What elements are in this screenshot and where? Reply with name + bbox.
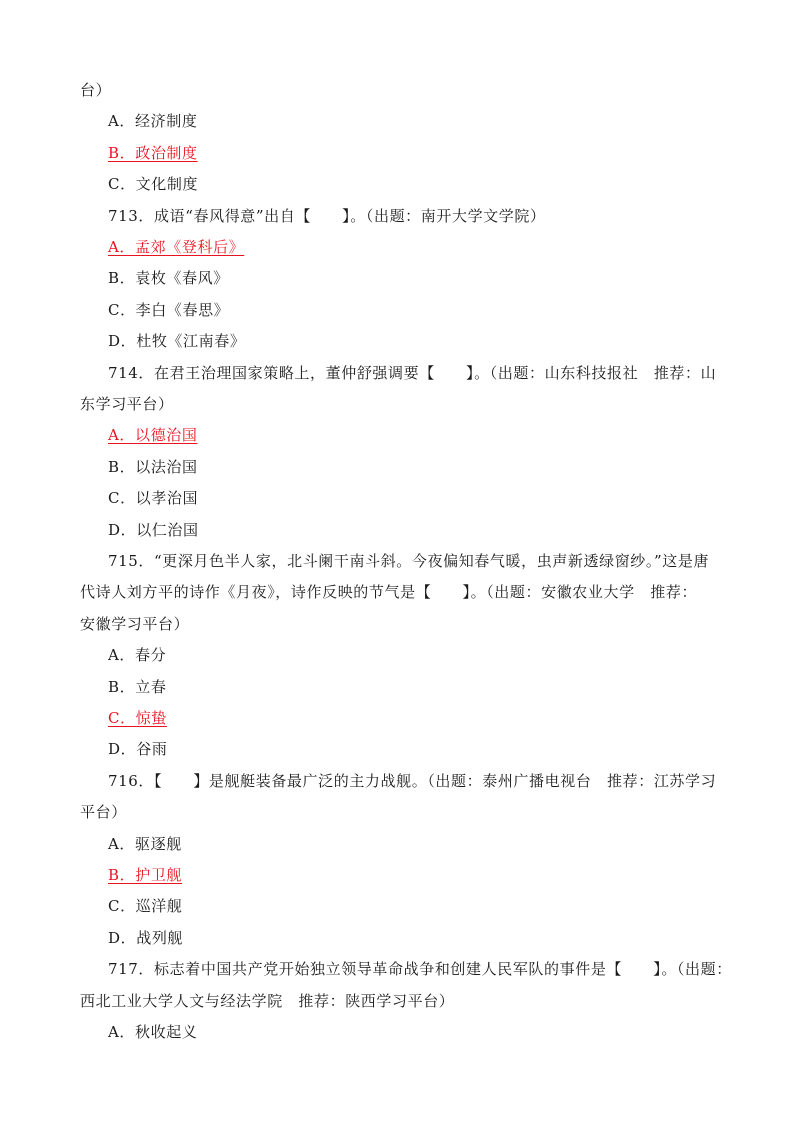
question-continuation: 安徽学习平台） [80,614,190,633]
answer-option: D．战列舰 [108,928,184,947]
answer-option: D．以仁治国 [108,520,199,539]
answer-option: C．巡洋舰 [108,897,183,916]
answer-option: C．以孝治国 [108,489,199,508]
question-continuation: 东学习平台） [80,395,174,413]
answer-option-correct: C．惊蛰 [108,709,167,727]
answer-option: A．秋收起义 [108,1023,198,1041]
answer-option: C．文化制度 [108,175,199,194]
question-stem: 713．成语“春风得意”出自【 】。（出题：南开大学文学院） [108,206,546,225]
question-continuation: 平台） [80,803,127,822]
question-continuation: 台） [80,81,112,99]
question-stem: 715．“更深月色半人家，北斗阑干南斗斜。今夜偏知春气暖，虫声新透绿窗纱。”这是唐 [108,552,710,570]
question-stem: 716．【 】是舰艇装备最广泛的主力战舰。（出题：泰州广播电视台 推荐：江苏学习 [108,771,717,790]
answer-option-correct: A．以德治国 [108,426,198,445]
answer-option: A．驱逐舰 [108,834,182,853]
answer-option: B．立春 [108,677,167,696]
answer-option: C．李白《春思》 [108,300,230,319]
question-stem: 714．在君王治理国家策略上，董仲舒强调要【 】。（出题：山东科技报社 推荐：山 [108,363,717,382]
answer-option: B．以法治国 [108,457,198,476]
answer-option-correct: A．孟郊《登科后》 [108,238,245,256]
question-continuation: 西北工业大学人文与经法学院 推荐：陕西学习平台） [80,991,455,1010]
question-continuation: 代诗人刘方平的诗作《月夜》，诗作反映的节气是【 】。（出题：安徽农业大学 推荐： [80,583,698,602]
question-stem: 717．标志着中国共产党开始独立领导革命战争和创建人民军队的事件是【 】。（出题： [108,960,732,979]
answer-option-correct: B．政治制度 [108,143,198,162]
answer-option: A．经济制度 [108,112,198,131]
answer-option: B．袁枚《春风》 [108,269,229,288]
answer-option-correct: B．护卫舰 [108,866,183,884]
answer-option: A．春分 [108,646,167,665]
answer-option: D．杜牧《江南春》 [108,332,246,351]
answer-option: D．谷雨 [108,740,168,759]
